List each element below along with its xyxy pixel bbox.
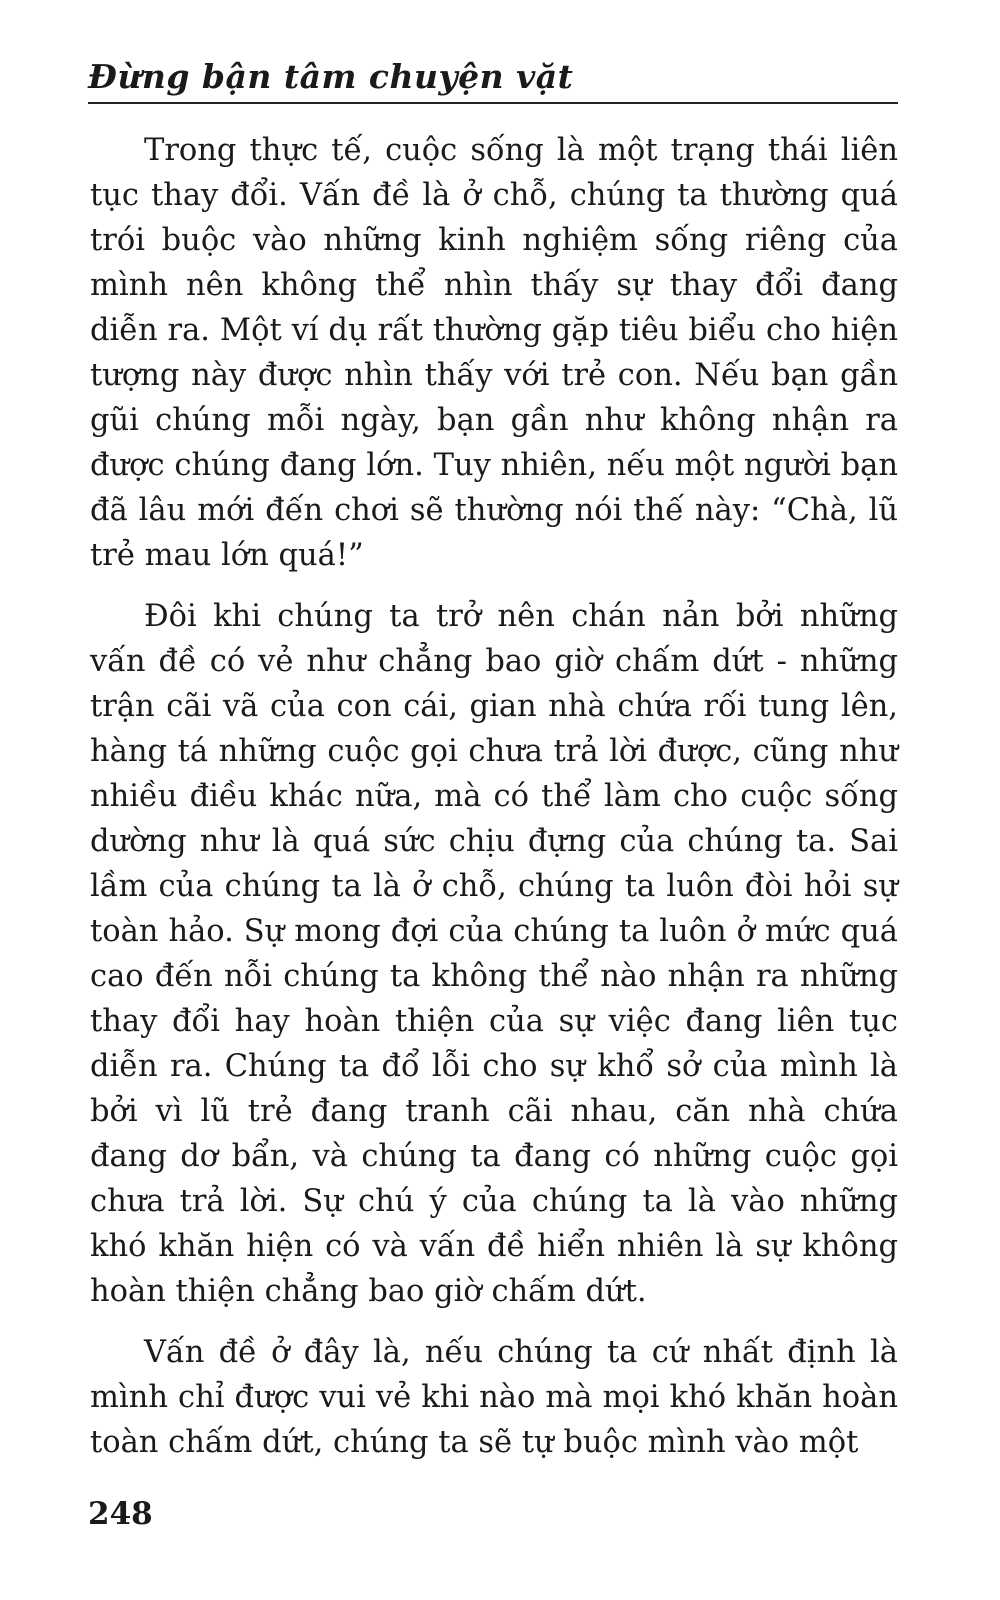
- page-header: [88, 52, 898, 104]
- paragraph: Vấn đề ở đây là, nếu chúng ta cứ nhất định là mình chỉ được vui vẻ khi nào mà mọi khó khăn hoàn toàn chấm dứt, chúng ta sẽ tự buộc mình vào một: [90, 1335, 898, 1460]
- body-text: [90, 128, 898, 1481]
- running-title: Đừng bận tâm chuyện vặt: [88, 57, 574, 96]
- paragraph: Trong thực tế, cuộc sống là một trạng thái liên tục thay đổi. Vấn đề là ở chỗ, chúng ta thường quá trói buộc vào những kinh nghiệm sống riêng của mình nên không thể nhìn thấy sự thay đổi đang diễn ra. Một ví dụ rất thường gặp tiêu biểu cho hiện tượng này được nhìn thấy với trẻ con. Nếu bạn gần gũi chúng mỗi ngày, bạn gần như không nhận ra được chúng đang lớn. Tuy nhiên, nếu một người bạn đã lâu mới đến chơi sẽ thường nói thế này: “Chà, lũ trẻ mau lớn quá!”: [90, 133, 898, 573]
- paragraph: Đôi khi chúng ta trở nên chán nản bởi những vấn đề có vẻ như chẳng bao giờ chấm dứt - những trận cãi vã của con cái, gian nhà chứa rối tung lên, hàng tá những cuộc gọi chưa trả lời được, cũng như nhiều điều khác nữa, mà có thể làm cho cuộc sống dường như là quá sức chịu đựng của chúng ta. Sai lầm của chúng ta là ở chỗ, chúng ta luôn đòi hỏi sự toàn hảo. Sự mong đợi của chúng ta luôn ở mức quá cao đến nỗi chúng ta không thể nào nhận ra những thay đổi hay hoàn thiện của sự việc đang liên tục diễn ra. Chúng ta đổ lỗi cho sự khổ sở của mình là bởi vì lũ trẻ đang tranh cãi nhau, căn nhà chứa đang dơ bẩn, và chúng ta đang có những cuộc gọi chưa trả lời. Sự chú ý của chúng ta là vào những khó khăn hiện có và vấn đề hiển nhiên là sự không hoàn thiện chẳng bao giờ chấm dứt.: [90, 599, 898, 1309]
- page-number: 248: [88, 1496, 153, 1532]
